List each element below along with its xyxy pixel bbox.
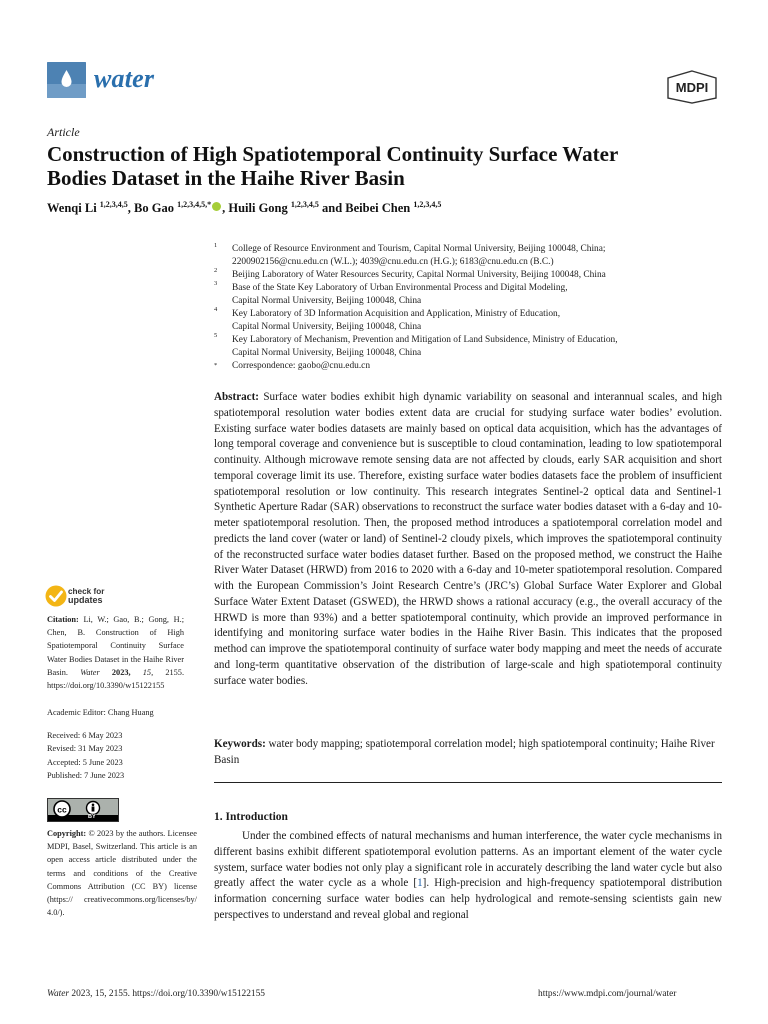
- published-date: Published: 7 June 2023: [47, 771, 125, 780]
- copyright-block: [47, 827, 197, 919]
- introduction-text: Under the combined effects of natural mechanisms and human interference, the water cycle mechanisms in different basins exhibit different spatiotemporal evolution patterns. As an important element of the water cycle system, surface water bodies not only play a significant role in accurately describing the land water cycle but also greatly affect the water cycle as a whole [: [214, 830, 722, 890]
- creative-commons-icon: [48, 799, 118, 821]
- introduction-text-continued: ]. High-precision and high-frequency spatiotemporal distribution information concerning surface water bodies can help hydrological and remote-sensing scientists gain new perspectives to understand and reveal global and regional: [214, 877, 723, 921]
- affiliation-line: Key Laboratory of 3D Information Acquisition and Application, Ministry of Education,: [232, 309, 561, 319]
- check-updates-line-1: check for: [68, 587, 105, 596]
- author-name[interactable]: Wenqi Li: [47, 201, 97, 216]
- affiliation-line: Key Laboratory of Mechanism, Prevention and Mitigation of Land Subsidence, Ministry of Education,: [232, 335, 618, 345]
- affiliation-number: 3: [214, 280, 218, 287]
- water-drop-icon: [47, 62, 86, 98]
- affiliation-number: 1: [214, 242, 218, 249]
- section-heading: 1. Introduction: [214, 811, 288, 823]
- abstract: [214, 390, 722, 689]
- check-for-updates-badge[interactable]: [45, 585, 67, 612]
- citation-doi-link[interactable]: https://doi.org/10.3390/w15122155: [47, 681, 165, 691]
- footer-citation-text[interactable]: 2023, 15, 2155. https://doi.org/10.3390/w15122155: [71, 989, 265, 999]
- affiliation-line: Capital Normal University, Beijing 100048, China: [232, 296, 422, 306]
- keywords-text: water body mapping; spatiotemporal correlation model; high spatiotemporal continuity; Haihe River Basin: [214, 738, 715, 766]
- article-title: [47, 142, 737, 190]
- abstract-text: Surface water bodies exhibit high dynamic variability on seasonal and interannual scales, and high spatiotemporal resolution water bodies extent data are crucial for studying surface water bodies’ evolution. Existing surface water bodies datasets are mainly based on optical data acquisition, which has the advantages of long temporal coverage and convenience but is susceptible to cloud contamination, leading to low spatiotemporal continuity. Although microwave remote sensing data are not affected by clouds, early SAR acquisition and short temporal coverage limit its use. Therefore, existing surface water bodies datasets face the problem of insufficient spatiotemporal resolution or low continuity. This research integrates Sentinel-2 optical data and Sentinel-1 Synthetic Aperture Radar (SAR) observations to reconstruct the surface water bodies dataset with a 6-day and 10-meter spatiotemporal resolution. Then, the proposed method introduces a spatiotemporal correlation model and predicts the land cover (water or land) of Sentinel-2 cloudy pixels, which improves the spatiotemporal continuity of the reconstructed surface water bodies dataset further. Based on the proposed method, we construct the Haihe River Water Dataset (HRWD) from 2016 to 2020 with a 6-day and 10-meter spatiotemporal resolution. Compared with the European Commission’s Joint Research Centre’s (JRC’s) Global Surface Water Explorer and Global Surface Water Extent Dataset (GSWED), the HRWD shows a rational accuracy (e.g., the overall accuracy of the HRWD is more than 93%) and a better spatiotemporal continuity, which provide an improved performance in identifying and monitoring surface water bodies in the Haihe River Basin. This indicates that the proposed method can improve the spatiotemporal continuity of surface water body mapping and meet the needs of accurate and long-term quantitative observation of the distribution of large-scale and high spatiotemporal continuity surface water bodies.: [214, 391, 722, 687]
- affiliation-number: 4: [214, 306, 218, 313]
- affiliation-line: Capital Normal University, Beijing 100048, China: [232, 348, 422, 358]
- citation-journal: Water: [80, 667, 100, 677]
- academic-editor: Academic Editor: Chang Huang: [47, 708, 154, 717]
- revised-date: Revised: 31 May 2023: [47, 744, 123, 753]
- affiliation-line: Base of the State Key Laboratory of Urban Environmental Process and Digital Modeling,: [232, 283, 568, 293]
- cc-license-badge[interactable]: [47, 798, 119, 822]
- author-affiliation-sup: 1,2,3,4,5: [99, 200, 128, 209]
- copyright-text: © 2023 by the authors. Licensee MDPI, Basel, Switzerland. This article is an open access article distributed under the terms and conditions of the Creative Commons Attribution (CC BY) license (https:// creativecommons.org/licenses/by/ 4.0/).: [47, 829, 197, 918]
- title-line-1: Construction of High Spatiotemporal Continuity Surface Water: [47, 142, 619, 166]
- author-affiliation-sup: 1,2,3,4,5: [290, 200, 319, 209]
- affiliation-line: College of Resource Environment and Tourism, Capital Normal University, Beijing 100048, China;: [232, 244, 606, 254]
- correspondence-marker: *: [214, 362, 218, 369]
- journal-logo: [47, 62, 86, 98]
- introduction-paragraph: [214, 829, 722, 924]
- keywords-label: Keywords:: [214, 738, 266, 750]
- keywords: [214, 737, 722, 769]
- publisher-logo: [666, 70, 718, 109]
- abstract-label: Abstract:: [214, 391, 259, 403]
- journal-name: water: [94, 64, 155, 93]
- svg-text:cc: cc: [57, 804, 67, 815]
- citation-label: Citation:: [47, 615, 79, 624]
- article-type: Article: [47, 125, 80, 139]
- citation-pages: 2155.: [165, 667, 185, 677]
- check-for-updates-label[interactable]: [68, 587, 104, 605]
- author-separator: ,: [222, 201, 229, 216]
- footer-journal: Water: [47, 989, 70, 999]
- author-separator: and: [318, 201, 346, 216]
- correspondence-line[interactable]: Correspondence: gaobo@cnu.edu.cn: [232, 361, 371, 371]
- footer-url[interactable]: https://www.mdpi.com/journal/water: [538, 989, 677, 999]
- author-name[interactable]: Huili Gong: [228, 201, 288, 216]
- accepted-date: Accepted: 5 June 2023: [47, 758, 123, 767]
- section-divider: [214, 782, 722, 783]
- affiliation-line: Beijing Laboratory of Water Resources Security, Capital Normal University, Beijing 100048, China: [232, 270, 606, 280]
- reference-link[interactable]: 1: [417, 877, 423, 890]
- author-affiliation-sup: 1,2,3,4,5,*: [177, 200, 212, 209]
- affiliation-line: Capital Normal University, Beijing 100048, China: [232, 322, 422, 332]
- author-separator: ,: [127, 201, 135, 216]
- copyright-label: Copyright:: [47, 829, 87, 838]
- license-badge-text: BY: [88, 814, 96, 820]
- affiliation-number: 2: [214, 267, 218, 274]
- citation-text: Li, W.; Gao, B.; Gong, H.; Chen, B. Construction of High Spatiotemporal Continuity Surface Water Bodies Dataset in the Haihe River Basin.: [47, 615, 184, 677]
- author-affiliation-sup: 1,2,3,4,5: [413, 200, 442, 209]
- title-line-2: Bodies Dataset in the Haihe River Basin: [47, 166, 405, 190]
- orcid-icon[interactable]: [212, 202, 221, 211]
- publisher-name: MDPI: [675, 80, 709, 95]
- author-list: [47, 200, 441, 216]
- citation-volume: 15,: [142, 667, 154, 677]
- received-date: Received: 6 May 2023: [47, 731, 123, 740]
- author-name[interactable]: Beibei Chen: [345, 201, 411, 216]
- affiliation-number: 5: [214, 332, 218, 339]
- citation-block: [47, 613, 184, 692]
- author-name[interactable]: Bo Gao: [134, 201, 174, 216]
- affiliation-emails[interactable]: 2200902156@cnu.edu.cn (W.L.); 4039@cnu.edu.cn (H.G.); 6183@cnu.edu.cn (B.C.): [232, 257, 554, 267]
- citation-year: 2023,: [111, 667, 131, 677]
- check-updates-icon: [45, 585, 67, 607]
- footer-citation: [47, 989, 265, 999]
- check-updates-line-2: updates: [68, 595, 103, 605]
